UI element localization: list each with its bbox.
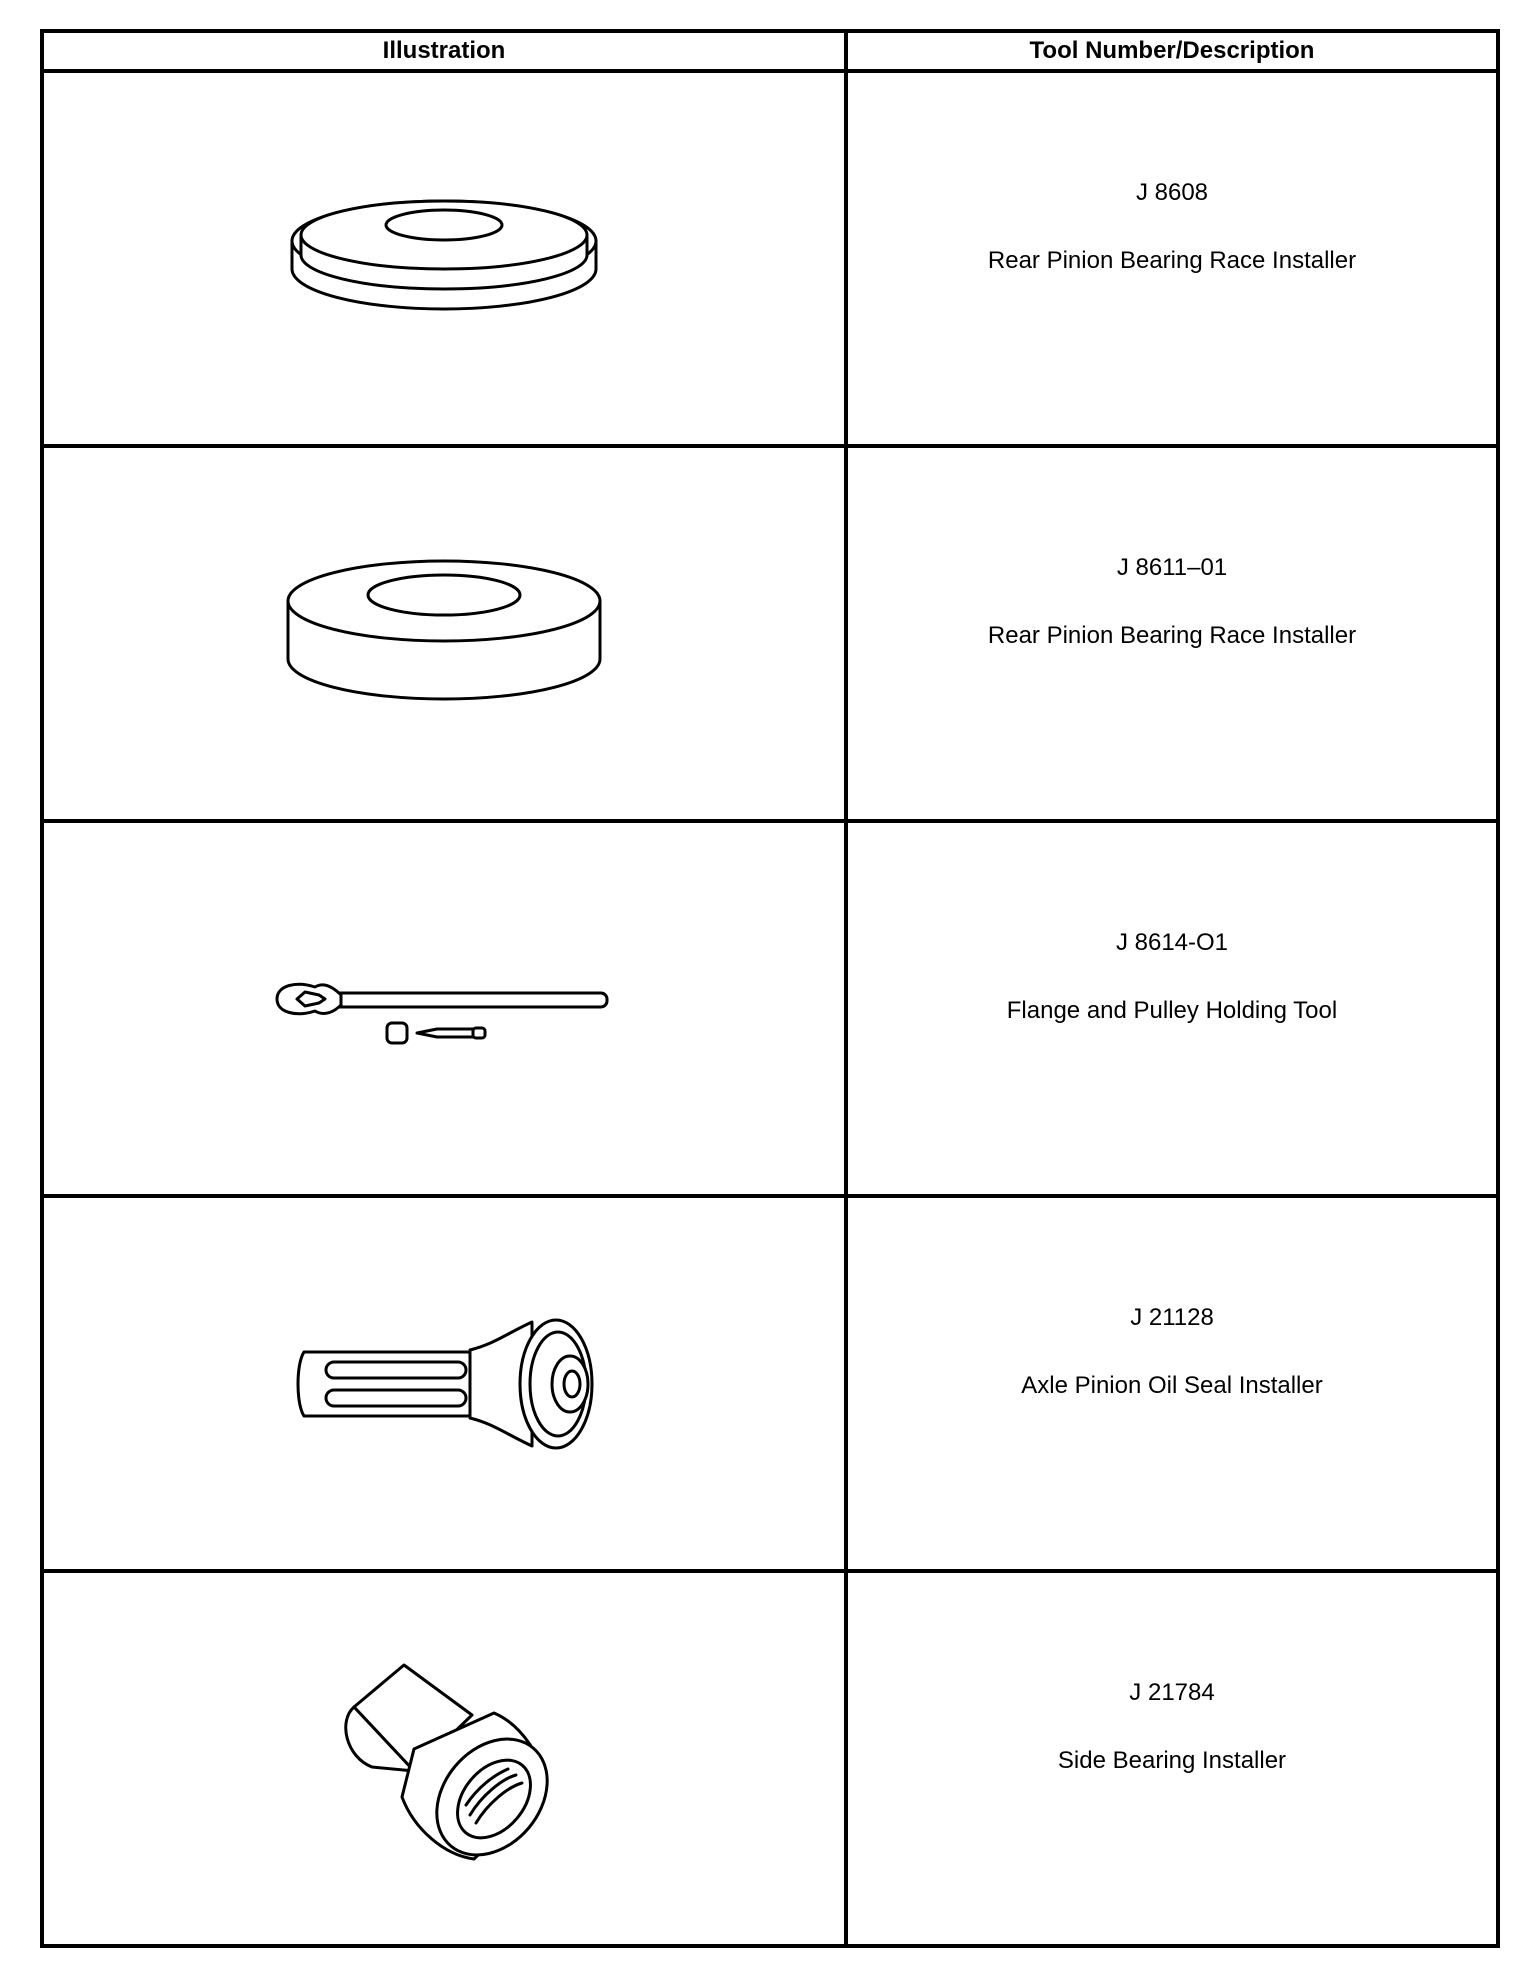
tool-description: Axle Pinion Oil Seal Installer (1021, 1371, 1323, 1399)
illustration-column-header: Illustration (42, 31, 846, 71)
description-cell (846, 821, 1498, 1196)
illustration-cell (42, 446, 846, 821)
tool-number: J 8611–01 (1116, 553, 1228, 581)
flat-race-installer-disc-icon (274, 179, 614, 339)
description-cell (846, 446, 1498, 821)
tool-description: Rear Pinion Bearing Race Installer (987, 246, 1357, 274)
illustration-cell (42, 71, 846, 446)
tool-description: Rear Pinion Bearing Race Installer (987, 621, 1357, 649)
table-row (42, 71, 1498, 446)
seal-installer-icon (274, 1304, 614, 1464)
description-cell (846, 71, 1498, 446)
thick-race-installer-disc-icon (274, 549, 614, 719)
tool-number: J 8614-O1 (1115, 928, 1229, 956)
illustration-cell (42, 1571, 846, 1946)
illustration-cell (42, 821, 846, 1196)
tool-description: Flange and Pulley Holding Tool (1006, 996, 1338, 1024)
table-row (42, 446, 1498, 821)
tool-description: Side Bearing Installer (1057, 1746, 1287, 1774)
description-column-header: Tool Number/Description (846, 31, 1498, 71)
description-cell (846, 1571, 1498, 1946)
description-cell (846, 1196, 1498, 1571)
illustration-cell (42, 1196, 846, 1571)
table-row (42, 1196, 1498, 1571)
tool-number: J 8608 (1135, 178, 1209, 206)
header-row (42, 31, 1498, 71)
special-tools-table (40, 29, 1500, 1948)
holding-bar-with-pin-icon (269, 959, 619, 1059)
table-row (42, 1571, 1498, 1946)
tool-number: J 21128 (1130, 1303, 1214, 1331)
tool-number: J 21784 (1129, 1678, 1215, 1706)
table-row (42, 821, 1498, 1196)
side-bearing-installer-icon (294, 1629, 594, 1889)
